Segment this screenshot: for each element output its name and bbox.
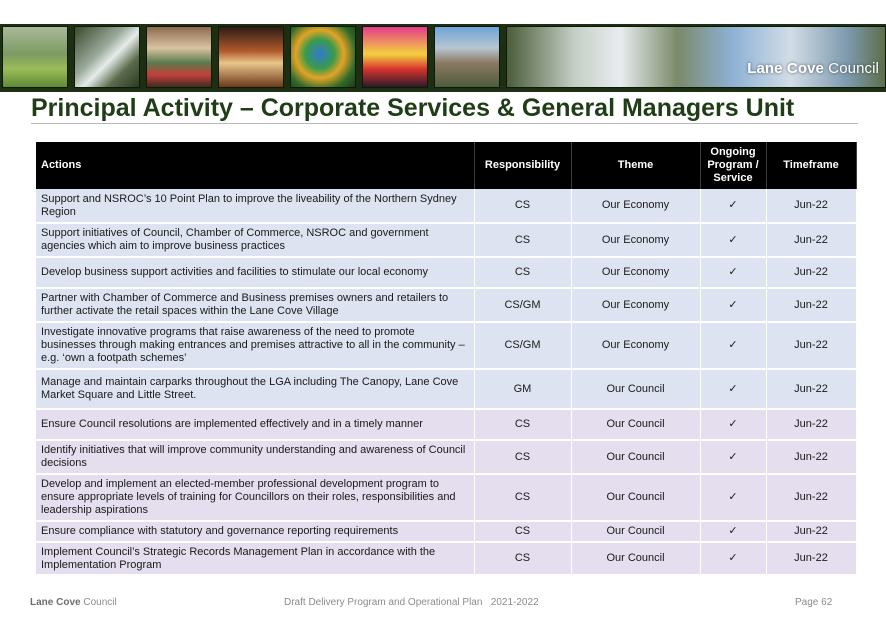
checkmark-icon: ✓ (700, 409, 766, 440)
checkmark-icon: ✓ (700, 322, 766, 369)
header-timeframe: Timeframe (766, 142, 856, 189)
brand-bold: Lane Cove (747, 60, 824, 77)
cell-timeframe: Jun-22 (766, 288, 856, 322)
table-row (36, 257, 856, 288)
title-divider (31, 123, 858, 124)
table-row (36, 223, 856, 257)
dancer-photo (362, 26, 428, 88)
cell-timeframe: Jun-22 (766, 257, 856, 288)
cell-responsibility: CS (474, 440, 571, 474)
cell-action: Manage and maintain carparks throughout the LGA including The Canopy, Lane Cove Market Square and Little Street. (36, 369, 474, 409)
footer-org-light: Council (83, 597, 117, 608)
header-theme: Theme (571, 142, 700, 189)
cell-responsibility: GM (474, 369, 571, 409)
page-number: Page 62 (795, 597, 833, 608)
checkmark-icon: ✓ (700, 521, 766, 542)
cell-action: Identify initiatives that will improve community understanding and awareness of Council decisions (36, 440, 474, 474)
cell-timeframe: Jun-22 (766, 474, 856, 521)
cell-timeframe: Jun-22 (766, 409, 856, 440)
building-photo (434, 26, 500, 88)
cell-responsibility: CS (474, 542, 571, 575)
checkmark-icon: ✓ (700, 288, 766, 322)
cell-timeframe: Jun-22 (766, 189, 856, 223)
table-row (36, 440, 856, 474)
cell-responsibility: CS/GM (474, 322, 571, 369)
checkmark-icon: ✓ (700, 440, 766, 474)
cell-theme: Our Economy (571, 189, 700, 223)
table-row (36, 322, 856, 369)
park-photo (2, 26, 68, 88)
brand-light: Council (828, 60, 879, 77)
cell-action: Ensure compliance with statutory and governance reporting requirements (36, 521, 474, 542)
council-logo-text (747, 60, 879, 77)
cell-theme: Our Economy (571, 288, 700, 322)
checkmark-icon: ✓ (700, 542, 766, 575)
footer-organisation (30, 597, 117, 608)
cell-action: Partner with Chamber of Commerce and Business premises owners and retailers to further activate the retail spaces within the Lane Cove Village (36, 288, 474, 322)
cell-action: Support and NSROC’s 10 Point Plan to improve the liveability of the Northern Sydney Region (36, 189, 474, 223)
cell-action: Implement Council’s Strategic Records Management Plan in accordance with the Implementation Program (36, 542, 474, 575)
table-header (36, 142, 856, 189)
table-row (36, 521, 856, 542)
checkmark-icon: ✓ (700, 474, 766, 521)
cell-responsibility: CS (474, 189, 571, 223)
table-row (36, 474, 856, 521)
cell-action: Investigate innovative programs that raise awareness of the need to promote businesses through making entrances and premises attractive to all in the community – e.g. ‘own a footpath schemes’ (36, 322, 474, 369)
cell-responsibility: CS (474, 223, 571, 257)
cell-responsibility: CS (474, 257, 571, 288)
header-ongoing (700, 142, 766, 189)
cell-theme: Our Council (571, 542, 700, 575)
page-title: Principal Activity – Corporate Services & General Managers Unit (31, 94, 795, 122)
waterfall-photo (74, 26, 140, 88)
cell-responsibility: CS (474, 409, 571, 440)
cell-action: Develop business support activities and facilities to stimulate our local economy (36, 257, 474, 288)
cell-timeframe: Jun-22 (766, 521, 856, 542)
cell-theme: Our Council (571, 409, 700, 440)
header-ongoing-line3: Service (713, 172, 753, 184)
cell-action: Develop and implement an elected-member professional development program to ensure appropriate levels of training for Councillors on their roles, responsibilities and leadership aspirations (36, 474, 474, 521)
table-row (36, 542, 856, 575)
header-banner (0, 24, 886, 92)
waterfront-photo (506, 26, 886, 88)
cell-theme: Our Economy (571, 322, 700, 369)
cell-action: Ensure Council resolutions are implemented effectively and in a timely manner (36, 409, 474, 440)
table-row (36, 409, 856, 440)
checkmark-icon: ✓ (700, 223, 766, 257)
cell-timeframe: Jun-22 (766, 369, 856, 409)
table-row (36, 189, 856, 223)
checkmark-icon: ✓ (700, 369, 766, 409)
cell-timeframe: Jun-22 (766, 542, 856, 575)
festival-photo (146, 26, 212, 88)
footer-org-bold: Lane Cove (30, 597, 81, 608)
cell-theme: Our Economy (571, 223, 700, 257)
cell-theme: Our Economy (571, 257, 700, 288)
cell-responsibility: CS (474, 474, 571, 521)
cell-responsibility: CS (474, 521, 571, 542)
cell-timeframe: Jun-22 (766, 322, 856, 369)
activities-table (36, 142, 857, 576)
dining-photo (218, 26, 284, 88)
table-row (36, 369, 856, 409)
cell-action: Support initiatives of Council, Chamber of Commerce, NSROC and government agencies which aim to improve business practices (36, 223, 474, 257)
table-body (36, 189, 856, 575)
table-row (36, 288, 856, 322)
cell-theme: Our Council (571, 474, 700, 521)
header-actions: Actions (36, 142, 474, 189)
header-ongoing-line1: Ongoing (710, 146, 756, 158)
lorikeet-photo (290, 26, 356, 88)
header-responsibility: Responsibility (474, 142, 571, 189)
cell-timeframe: Jun-22 (766, 440, 856, 474)
cell-theme: Our Council (571, 369, 700, 409)
checkmark-icon: ✓ (700, 257, 766, 288)
footer-document-title: Draft Delivery Program and Operational Plan 2021-2022 (284, 597, 539, 608)
header-ongoing-line2: Program / (707, 159, 759, 171)
cell-responsibility: CS/GM (474, 288, 571, 322)
cell-timeframe: Jun-22 (766, 223, 856, 257)
checkmark-icon: ✓ (700, 189, 766, 223)
cell-theme: Our Council (571, 440, 700, 474)
cell-theme: Our Council (571, 521, 700, 542)
